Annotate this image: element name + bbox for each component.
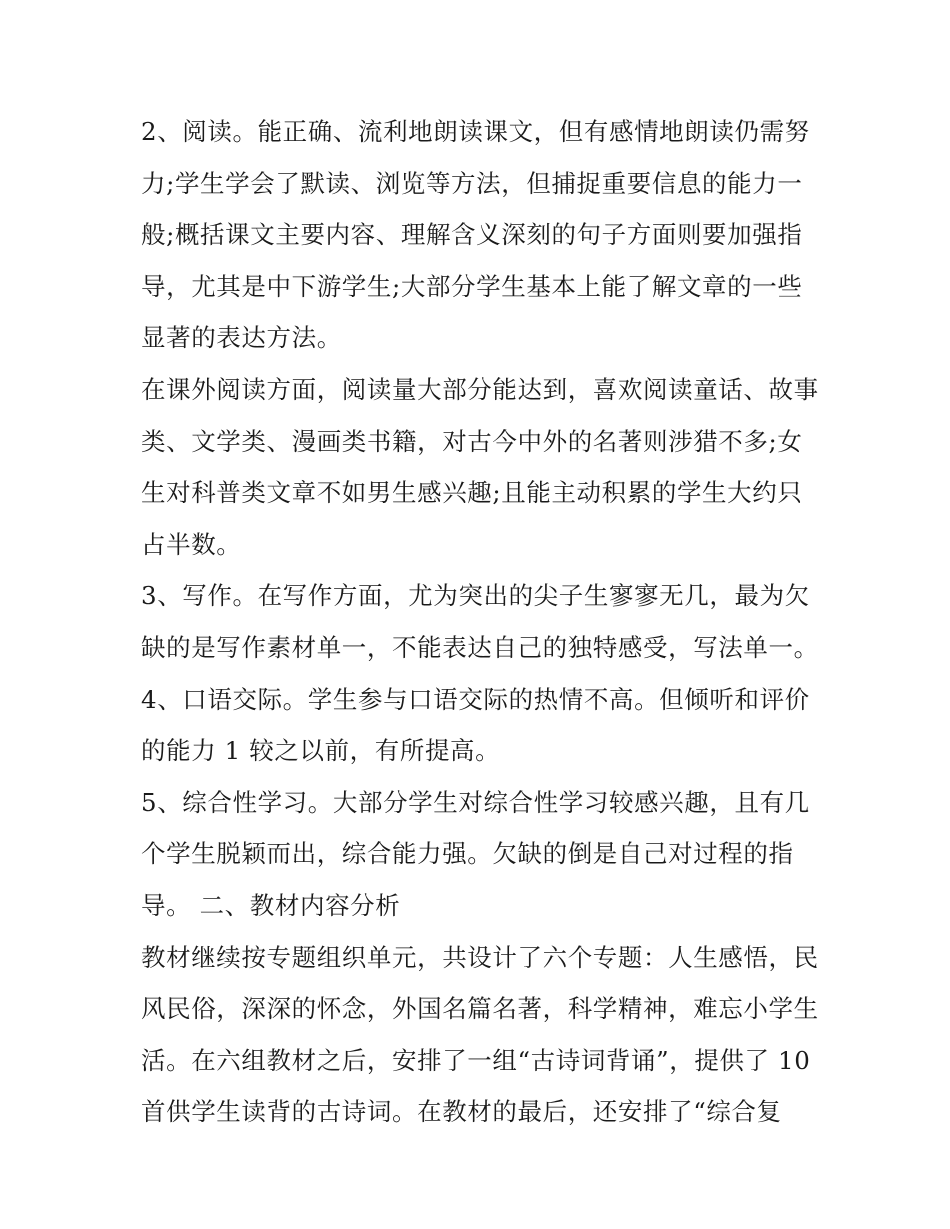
paragraph-comprehensive-learning [141, 777, 821, 932]
text-line: 的能力 1 较之以前，有所提高。 [141, 736, 501, 766]
text-line: 力;学生学会了默读、浏览等方法，但捕捉重要信息的能力一 [141, 168, 803, 198]
text-line: 显著的表达方法。 [141, 323, 342, 353]
text-line: 风民俗，深深的怀念，外国名篇名著，科学精神，难忘小学生 [141, 994, 819, 1024]
document-body [141, 106, 821, 1138]
text-line: 活。在六组教材之后，安排了一组“古诗词背诵”，提供了 10 [141, 1045, 811, 1075]
paragraph-extracurricular-reading [141, 364, 821, 570]
text-line: 导，尤其是中下游学生;大部分学生基本上能了解文章的一些 [141, 271, 803, 301]
text-line: 个学生脱颖而出，综合能力强。欠缺的倒是自己对过程的指 [141, 839, 794, 869]
paragraph-oral-communication [141, 674, 821, 777]
text-line: 3、写作。在写作方面，尤为突出的尖子生寥寥无几，最为欠 [141, 581, 810, 611]
text-line: 导。 二、教材内容分析 [141, 890, 401, 920]
text-line: 首供学生读背的古诗词。在教材的最后，还安排了“综合复 [141, 1097, 782, 1127]
text-line: 在课外阅读方面，阅读量大部分能达到，喜欢阅读童话、故事 [141, 374, 819, 404]
paragraph-reading [141, 106, 821, 364]
text-line: 2、阅读。能正确、流利地朗读课文，但有感情地朗读仍需努 [141, 117, 810, 146]
text-line: 生对科普类文章不如男生感兴趣;且能主动积累的学生大约只 [141, 478, 803, 508]
text-line: 类、文学类、漫画类书籍，对古今中外的名著则涉猎不多;女 [141, 426, 803, 456]
text-line: 缺的是写作素材单一，不能表达自己的独特感受，写法单一。 [141, 632, 819, 662]
text-line: 5、综合性学习。大部分学生对综合性学习较感兴趣，且有几 [141, 787, 810, 817]
text-line: 般;概括课文主要内容、理解含义深刻的句子方面则要加强指 [141, 220, 803, 250]
text-line: 4、口语交际。学生参与口语交际的热情不高。但倾听和评价 [141, 684, 810, 714]
paragraph-textbook-analysis [141, 932, 821, 1138]
text-line: 教材继续按专题组织单元，共设计了六个专题：人生感悟，民 [141, 942, 819, 972]
text-line: 占半数。 [141, 529, 242, 559]
paragraph-writing [141, 570, 821, 673]
